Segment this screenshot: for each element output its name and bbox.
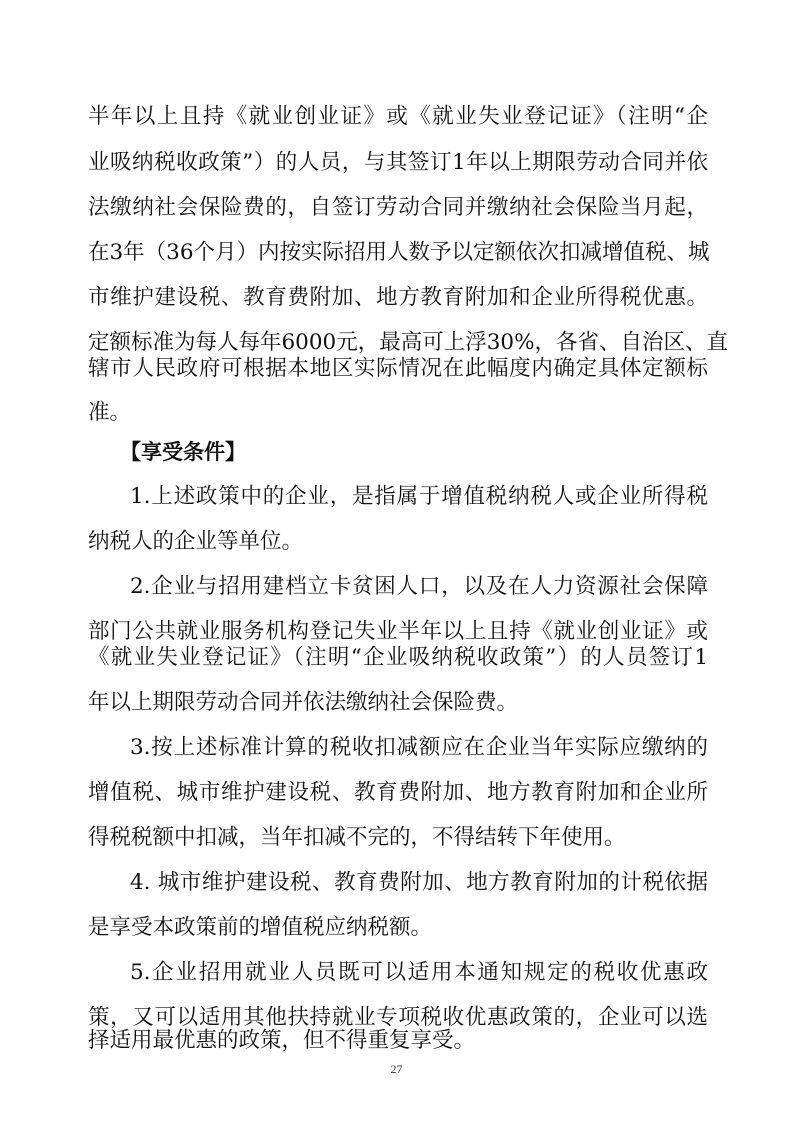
page-number: 27: [390, 1062, 403, 1076]
condition-4-line: 4. 城市维护建设税、教育费附加、地方教育附加的计税依据: [130, 870, 708, 895]
condition-3-line: 3.按上述标准计算的税收扣减额应在企业当年实际应缴纳的: [130, 735, 708, 760]
condition-5-line: 5.企业招用就业人员既可以适用本通知规定的税收优惠政: [130, 960, 708, 985]
body-line: 半年以上且持《就业创业证》或《就业失业登记证》（注明“企: [88, 104, 708, 129]
body-line: 业吸纳税收政策”）的人员，与其签订1年以上期限劳动合同并依: [88, 150, 708, 175]
condition-1-line: 纳税人的企业等单位。: [88, 529, 304, 554]
section-heading: 【享受条件】: [120, 440, 246, 464]
condition-2-line: 《就业失业登记证》（注明“企业吸纳税收政策”）的人员签订1: [88, 645, 708, 670]
condition-5-line: 择适用最优惠的政策，但不得重复享受。: [88, 1028, 476, 1053]
condition-5-line: 策，又可以适用其他扶持就业专项税收优惠政策的，企业可以选: [88, 1005, 708, 1030]
condition-4-line: 是享受本政策前的增值税应纳税额。: [88, 915, 433, 940]
condition-3-line: 增值税、城市维护建设税、教育费附加、地方教育附加和企业所: [88, 780, 708, 805]
condition-2-line: 年以上期限劳动合同并依法缴纳社会保险费。: [88, 690, 519, 715]
condition-2-line: 2.企业与招用建档立卡贫困人口，以及在人力资源社会保障: [130, 574, 708, 599]
condition-1-line: 1.上述政策中的企业，是指属于增值税纳税人或企业所得税: [130, 484, 708, 509]
condition-2-line: 部门公共就业服务机构登记失业半年以上且持《就业创业证》或: [88, 619, 708, 644]
body-line: 定额标准为每人每年6000元，最高可上浮30%，各省、自治区、直: [88, 330, 729, 355]
condition-3-line: 得税税额中扣减，当年扣减不完的，不得结转下年使用。: [88, 825, 626, 850]
body-line: 法缴纳社会保险费的，自签订劳动合同并缴纳社会保险当月起，: [88, 195, 708, 220]
body-line: 在3年（36个月）内按实际招用人数予以定额依次扣减增值税、城: [88, 240, 710, 265]
body-line: 准。: [88, 400, 132, 425]
body-line: 市维护建设税、教育费附加、地方教育附加和企业所得税优惠。: [88, 285, 708, 310]
body-line: 辖市人民政府可根据本地区实际情况在此幅度内确定具体定额标: [88, 356, 708, 381]
